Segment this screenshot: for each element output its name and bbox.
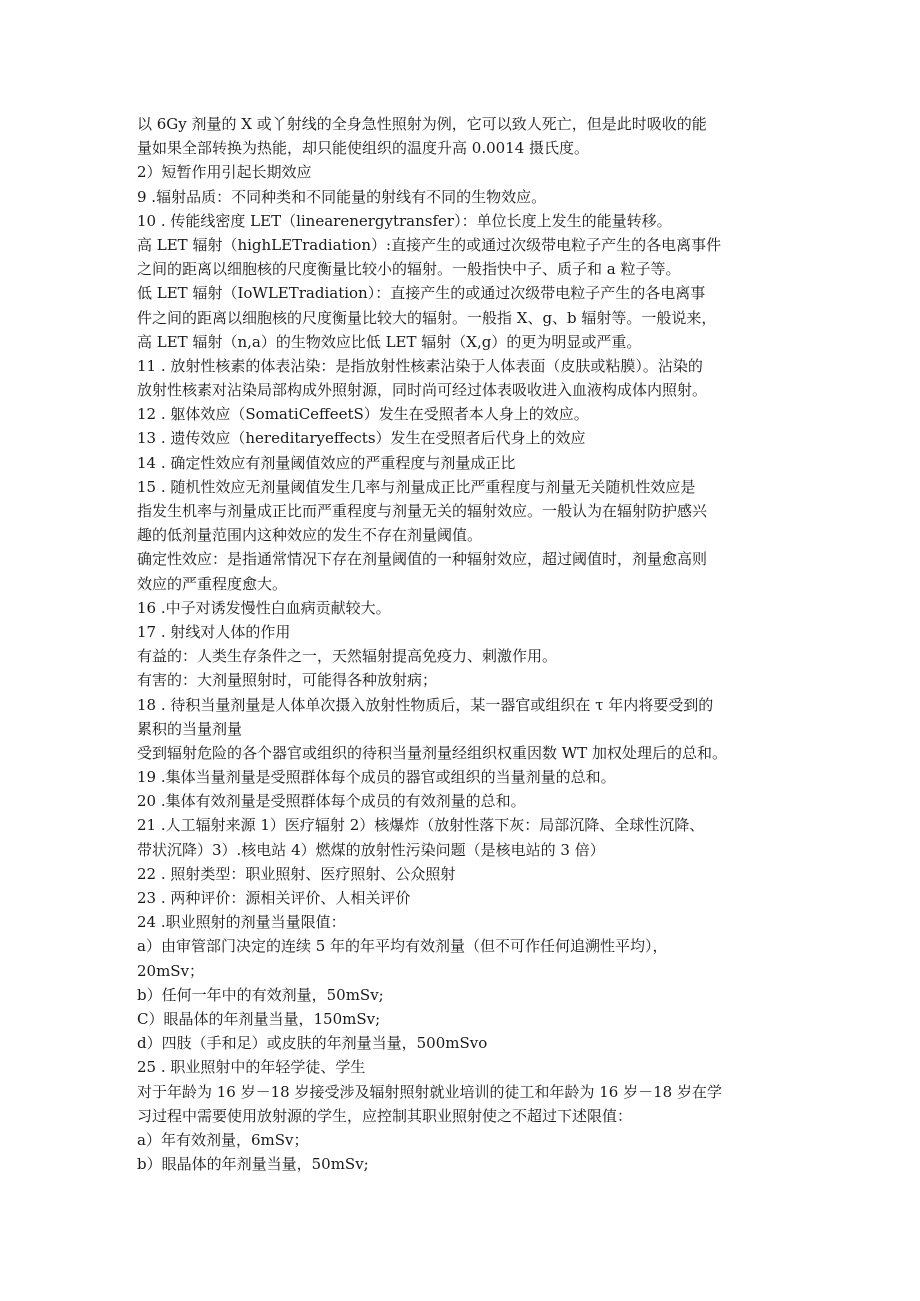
text-line: 18 . 待积当量剂量是人体单次摄入放射性物质后，某一器官或组织在 τ 年内将要受到的: [137, 695, 714, 714]
text-line: 23 . 两种评价：源相关评价、人相关评价: [137, 889, 411, 907]
text-line: 件之间的距离以细胞核的尺度衡量比较大的辐射。一般指 X、g、b 辐射等。一般说来，: [137, 308, 717, 327]
text-line: 有害的：大剂量照射时，可能得各种放射病；: [137, 671, 438, 690]
text-line: 15 . 随机性效应无剂量阈值发生几率与剂量成正比严重程度与剂量无关随机性效应是: [137, 477, 696, 496]
text-line: 效应的严重程度愈大。: [137, 574, 288, 593]
document-page: [137, 112, 802, 1176]
text-line: 2）短暂作用引起长期效应: [137, 163, 312, 182]
text-line: a）由审管部门决定的连续 5 年的年平均有效剂量（但不可作任何追溯性平均），: [137, 937, 668, 956]
text-line: 24 .职业照射的剂量当量限值：: [137, 913, 346, 932]
text-line: 11 . 放射性核素的体表沾染：是指放射性核素沾染于人体表面（皮肤或粘膜）。沾染的: [137, 356, 703, 375]
text-line: 受到辐射危险的各个器官或组织的待积当量剂量经组织权重因数 WT 加权处理后的总和。: [137, 743, 727, 762]
text-line: 累积的当量剂量: [137, 719, 243, 738]
text-line: 13 . 遗传效应（hereditaryeffects）发生在受照者后代身上的效应: [137, 429, 586, 448]
text-line: 9 .辐射品质：不同种类和不同能量的射线有不同的生物效应。: [137, 187, 547, 206]
text-line: 趣的低剂量范围内这种效应的发生不存在剂量阈值。: [137, 526, 483, 545]
text-line: 17 . 射线对人体的作用: [137, 622, 291, 641]
text-line: b）眼晶体的年剂量当量，50mSv;: [137, 1155, 369, 1174]
text-line: 25 . 职业照射中的年轻学徒、学生: [137, 1058, 366, 1077]
text-line: 量如果全部转换为热能，却只能使组织的温度升高 0.0014 摄氏度。: [137, 139, 590, 158]
text-line: 10 . 传能线密度 LET（linearenergytransfer）：单位长度上发生的能量转移。: [137, 211, 672, 230]
text-line: 之间的距离以细胞核的尺度衡量比较小的辐射。一般指快中子、质子和 a 粒子等。: [137, 260, 681, 279]
text-line: 以 6Gy 剂量的 X 或丫射线的全身急性照射为例，它可以致人死亡，但是此时吸收的能: [137, 115, 707, 133]
text-line: 20mSv；: [137, 961, 205, 980]
text-line: 21 .人工辐射来源 1）医疗辐射 2）核爆炸（放射性落下灰：局部沉降、全球性沉降、: [137, 816, 705, 835]
text-line: 确定性效应：是指通常情况下存在剂量阈值的一种辐射效应，超过阈值时，剂量愈高则: [137, 550, 708, 569]
text-line: 12 . 躯体效应（SomatiCeffeetS）发生在受照者本人身上的效应。: [137, 405, 589, 424]
text-line: 对于年龄为 16 岁－18 岁接受涉及辐射照射就业培训的徒工和年龄为 16 岁－18 岁在学: [137, 1082, 722, 1101]
text-line: d）四肢（手和足）或皮肤的年剂量当量，500mSvo: [137, 1034, 488, 1053]
text-line: a）年有效剂量，6mSv；: [137, 1130, 309, 1149]
text-line: C）眼晶体的年剂量当量，150mSv;: [137, 1009, 381, 1028]
text-line: 高 LET 辐射（highLETradiation）:直接产生的或通过次级带电粒子产生的各电离事件: [137, 235, 722, 254]
text-line: 指发生机率与剂量成正比而严重程度与剂量无关的辐射效应。一般认为在辐射防护感兴: [137, 502, 708, 520]
text-line: 低 LET 辐射（IoWLETradiation）：直接产生的或通过次级带电粒子产生的各电离事: [137, 284, 706, 303]
text-line: 高 LET 辐射（n,a）的生物效应比低 LET 辐射（X,g）的更为明显或严重。: [137, 332, 642, 351]
text-line: 20 .集体有效剂量是受照群体每个成员的有效剂量的总和。: [137, 792, 526, 811]
text-line: 放射性核素对沾染局部构成外照射源，同时尚可经过体表吸收进入血液构成体内照射。: [137, 381, 708, 400]
text-line: b）任何一年中的有效剂量，50mSv;: [137, 985, 384, 1004]
text-line: 带状沉降）3）.核电站 4）燃煤的放射性污染问题（是核电站的 3 倍）: [137, 840, 605, 859]
text-line: 19 .集体当量剂量是受照群体每个成员的器官或组织的当量剂量的总和。: [137, 768, 616, 787]
text-line: 有益的：人类生存条件之一，天然辐射提高免疫力、刺激作用。: [137, 647, 558, 666]
text-line: 22 . 照射类型：职业照射、医疗照射、公众照射: [137, 864, 456, 883]
text-line: 习过程中需要使用放射源的学生，应控制其职业照射使之不超过下述限值：: [137, 1106, 633, 1125]
text-line: 14 . 确定性效应有剂量阈值效应的严重程度与剂量成正比: [137, 453, 516, 472]
text-line: 16 .中子对诱发慢性白血病贡献较大。: [137, 598, 391, 617]
